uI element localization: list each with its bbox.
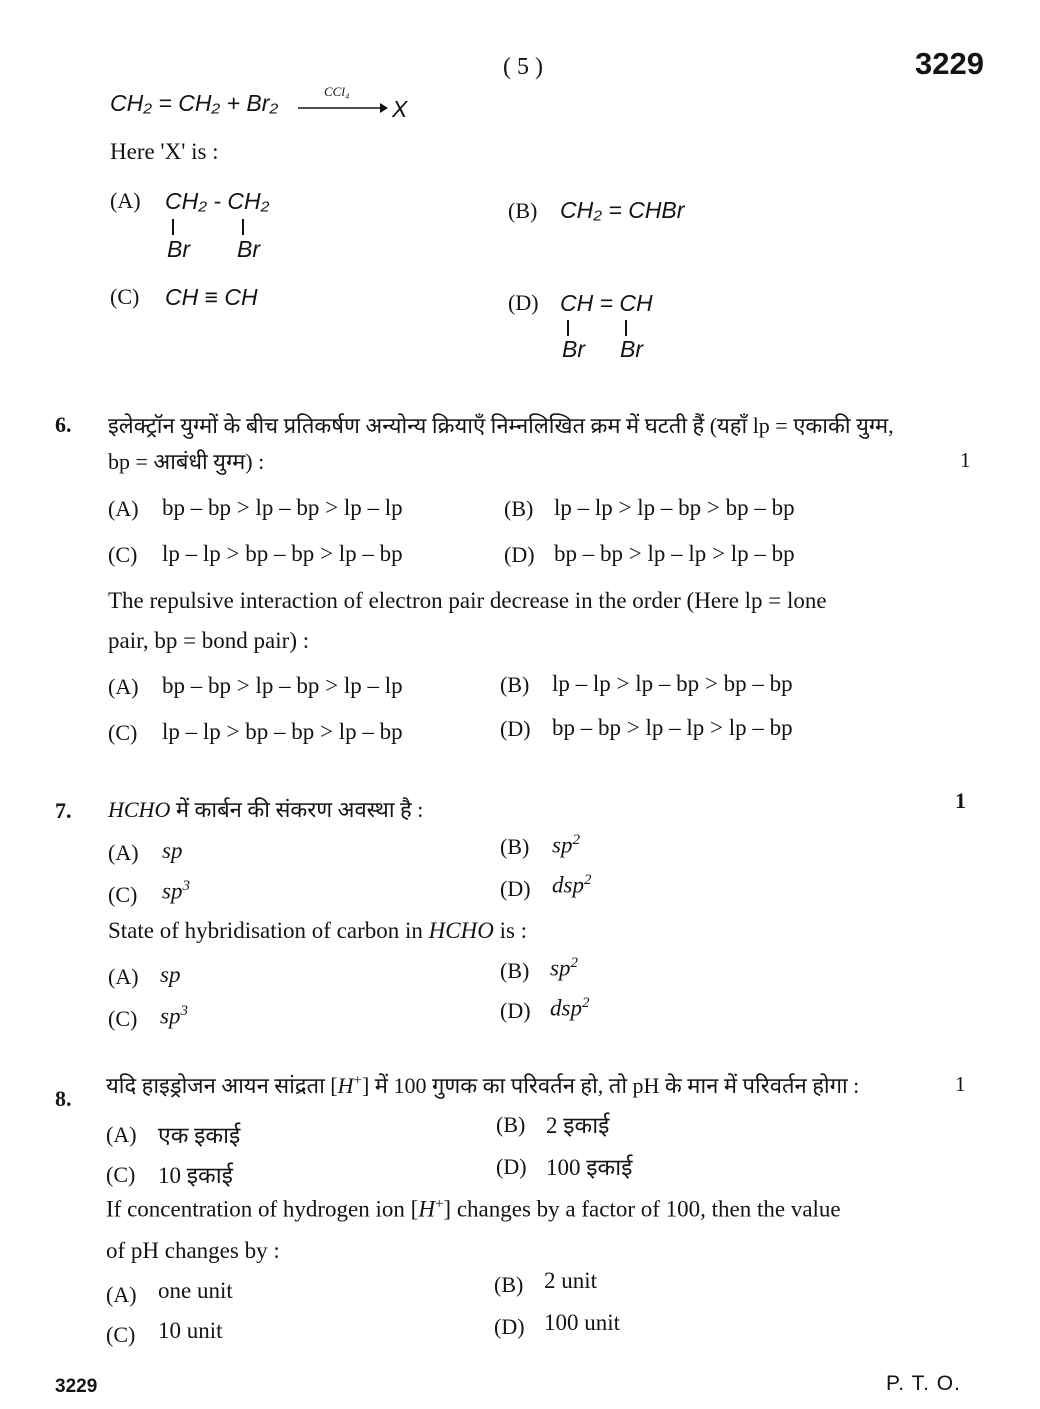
option-label: (C) — [108, 720, 138, 745]
question-text-english: State of hybridisation of carbon in HCHO is : — [108, 918, 528, 943]
marks: 1 — [955, 1072, 966, 1096]
paper-code: 3229 — [915, 46, 984, 81]
option-label: (C) — [110, 284, 140, 309]
option-text: one unit — [158, 1278, 233, 1303]
option-label: (D) — [500, 998, 531, 1023]
option-label: (A) — [106, 1122, 137, 1147]
question-text-english: of pH changes by : — [106, 1238, 280, 1263]
formula: HCHO — [108, 797, 171, 822]
question-text-hindi — [108, 794, 423, 824]
option-label: (C) — [108, 882, 138, 907]
option-a-formula: CH₂ - CH₂ — [165, 188, 270, 214]
reaction-product: X — [392, 96, 408, 122]
substituent: Br — [237, 236, 260, 262]
option-text: $sp^3$ — [162, 878, 190, 904]
option-text: $sp^3$ — [160, 1003, 188, 1029]
option-text: 10 इकाई — [158, 1163, 233, 1188]
page-number: ( 5 ) — [503, 54, 543, 80]
question-text-english: The repulsive interaction of electron pair decrease in the order (Here lp = lone — [108, 588, 827, 613]
option-label: (B) — [496, 1112, 526, 1137]
substituent: Br — [620, 336, 643, 362]
option-text: 100 unit — [544, 1310, 621, 1335]
marks: 1 — [955, 788, 966, 813]
question-text-hindi-rest: में कार्बन की संकरण अवस्था है : — [170, 797, 424, 822]
question-text-english: pair, bp = bond pair) : — [108, 628, 310, 653]
option-text: lp – lp > bp – bp > lp – bp — [162, 719, 403, 744]
option-text: 10 unit — [158, 1318, 223, 1343]
option-label: (D) — [500, 876, 531, 901]
option-text: $sp^2$ — [552, 832, 580, 858]
option-text: एक इकाई — [158, 1123, 241, 1148]
option-label: (C) — [106, 1322, 136, 1347]
bond-line — [242, 219, 244, 235]
option-label: (D) — [496, 1154, 527, 1179]
option-text: bp – bp > lp – lp > lp – bp — [554, 541, 795, 566]
option-label: (B) — [500, 834, 530, 859]
option-label: (A) — [108, 674, 139, 699]
option-text: 100 इकाई — [546, 1155, 633, 1180]
substituent: Br — [167, 236, 190, 262]
option-label: (D) — [494, 1314, 525, 1339]
option-label: (C) — [106, 1162, 136, 1187]
option-text: sp — [160, 962, 181, 987]
reaction-reactants: CH₂ = CH₂ + Br₂ — [110, 90, 279, 116]
question-prompt: Here 'X' is : — [110, 139, 219, 164]
marks: 1 — [960, 448, 971, 472]
option-label: (A) — [110, 188, 141, 213]
option-label: (B) — [500, 958, 530, 983]
option-text: lp – lp > bp – bp > lp – bp — [162, 541, 403, 566]
question-text-english: If concentration of hydrogen ion [H+] changes by a factor of 100, then the value — [106, 1196, 841, 1222]
option-text: lp – lp > lp – bp > bp – bp — [554, 495, 795, 520]
option-label: (D) — [504, 542, 535, 567]
option-label: (B) — [508, 198, 538, 223]
question-text-hindi: यदि हाइड्रोजन आयन सांद्रता [H+] में 100 गुणक का परिवर्तन हो, तो pH के मान में परिवर्तन होगा : — [106, 1072, 860, 1098]
option-label: (A) — [108, 840, 139, 865]
option-label: (C) — [108, 542, 138, 567]
question-text-hindi: इलेक्ट्रॉन युग्मों के बीच प्रतिकर्षण अन्योन्य क्रियाएँ निम्नलिखित क्रम में घटती हैं (यहाँ lp = एकाकी युग्म, — [108, 413, 894, 438]
option-c-formula: CH ≡ CH — [165, 284, 258, 310]
option-label: (B) — [500, 672, 530, 697]
question-text-hindi: bp = आबंधी युग्म) : — [108, 449, 265, 474]
option-label: (D) — [500, 716, 531, 741]
option-label: (A) — [106, 1282, 137, 1307]
pto-label: P. T. O. — [886, 1372, 961, 1395]
option-text: 2 unit — [544, 1268, 598, 1293]
bond-line — [567, 320, 569, 336]
option-text: dsp$^2$ — [552, 872, 592, 898]
option-label: (B) — [504, 496, 534, 521]
option-text: bp – bp > lp – bp > lp – lp — [162, 673, 403, 698]
footer-code: 3229 — [55, 1376, 98, 1397]
option-text: sp — [162, 838, 183, 863]
option-label: (A) — [108, 496, 139, 521]
question-number: 7. — [55, 798, 72, 823]
option-label: (B) — [494, 1272, 524, 1297]
bond-line — [172, 219, 174, 235]
option-b-formula: CH₂ = CHBr — [560, 197, 685, 223]
bond-line — [625, 320, 627, 336]
reaction-catalyst: CCl₄ — [324, 84, 350, 99]
option-text: bp – bp > lp – lp > lp – bp — [552, 715, 793, 740]
option-text: lp – lp > lp – bp > bp – bp — [552, 671, 793, 696]
question-number: 6. — [55, 412, 72, 437]
option-text: $sp^2$ — [550, 955, 578, 981]
option-label: (C) — [108, 1006, 138, 1031]
option-label: (D) — [508, 290, 539, 315]
option-label: (A) — [108, 964, 139, 989]
option-text: dsp$^2$ — [550, 995, 590, 1021]
option-text: 2 इकाई — [546, 1113, 610, 1138]
substituent: Br — [562, 336, 585, 362]
option-text: bp – bp > lp – bp > lp – lp — [162, 495, 403, 520]
option-d-formula: CH = CH — [560, 290, 653, 316]
question-number: 8. — [55, 1086, 72, 1111]
